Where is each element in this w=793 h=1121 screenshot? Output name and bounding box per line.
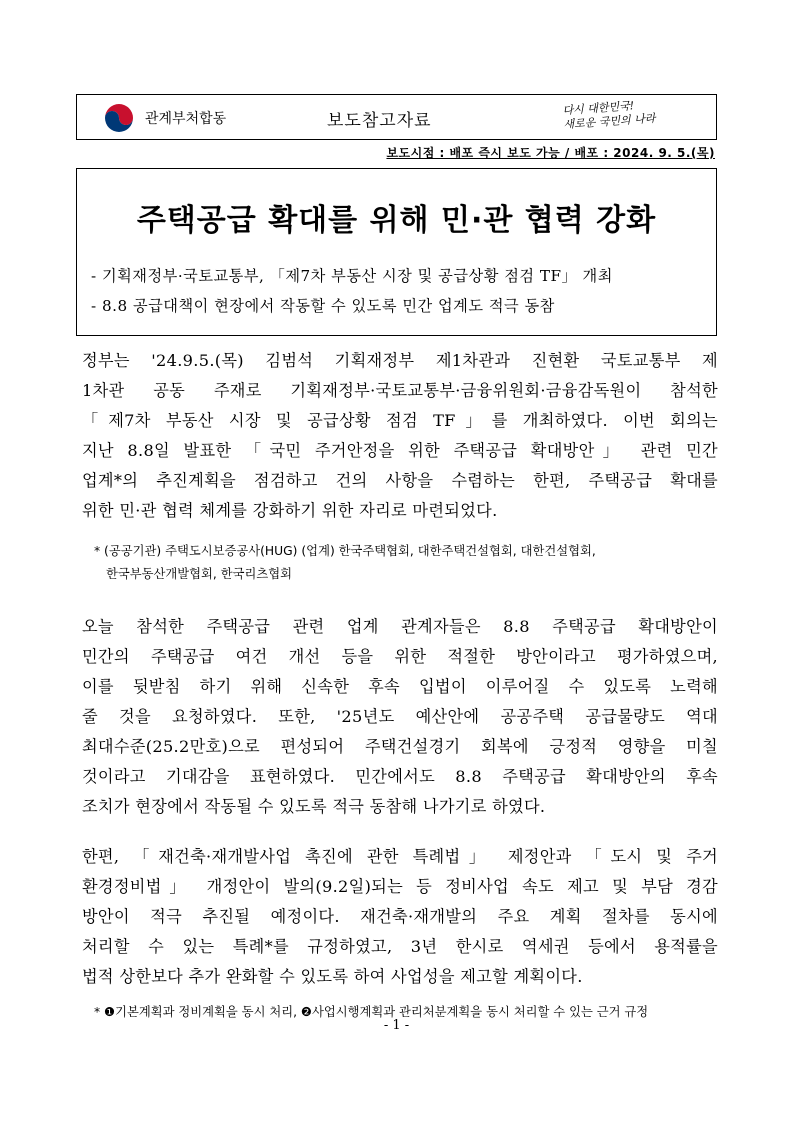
paragraph-1	[82, 346, 718, 526]
government-logo-icon	[99, 103, 139, 133]
paragraph-3	[82, 842, 718, 992]
paragraph-line: 위한 민·관 협력 체계를 강화하기 위한 자리로 마련되었다.	[82, 501, 498, 520]
footnote-line: * (공공기관) 주택도시보증공사(HUG) (업계) 한국주택협회, 대한주택건설협회, 대한건설협회,	[94, 544, 596, 558]
slogan-line-2: 새로운 국민의 나라	[563, 111, 656, 132]
paragraph-line: 줄 것을 요청하였다. 또한, '25년도 예산안에 공공주택 공급물량도 역대	[82, 707, 718, 726]
title-box	[76, 168, 717, 336]
paragraph-line: 오늘 참석한 주택공급 관련 업계 관계자들은 8.8 주택공급 확대방안이	[82, 617, 718, 636]
paragraph-line: 업계*의 추진계획을 점검하고 건의 사항을 수렴하는 한편, 주택공급 확대를	[82, 471, 718, 490]
footnote-1	[94, 540, 596, 586]
paragraph-line: 한편, 「재건축·재개발사업 촉진에 관한 특례법」 제정안과 「도시 및 주거	[82, 847, 718, 866]
footnote-2: * ❶기본계획과 정비계획을 동시 처리, ❷사업시행계획과 관리처분계획을 동시 처리할 수 있는 근거 규정	[94, 1005, 649, 1019]
paragraph-line: 지난 8.8일 발표한 「국민 주거안정을 위한 주택공급 확대방안」 관련 민간	[82, 441, 718, 460]
paragraph-line: 이를 뒷받침 하기 위해 신속한 후속 입법이 이루어질 수 있도록 노력해	[82, 677, 718, 696]
header-box	[76, 94, 717, 140]
release-info: 보도시점 : 배포 즉시 보도 가능 / 배포 : 2024. 9. 5.(목)	[386, 146, 715, 160]
paragraph-line: 민간의 주택공급 여건 개선 등을 위한 적절한 방안이라고 평가하였으며,	[82, 647, 718, 666]
paragraph-line: 조치가 현장에서 작동될 수 있도록 적극 동참해 나가기로 하였다.	[82, 797, 546, 816]
paragraph-line: 방안이 적극 추진될 예정이다. 재건축·재개발의 주요 계획 절차를 동시에	[82, 907, 718, 926]
paragraph-line: 최대수준(25.2만호)으로 편성되어 주택건설경기 회복에 긍정적 영향을 미칠	[82, 737, 718, 756]
paragraph-line: 1차관 공동 주재로 기획재정부·국토교통부·금융위원회·금융감독원이 참석한	[82, 381, 718, 400]
footnote-line: 한국부동산개발협회, 한국리츠협회	[106, 567, 292, 581]
page-number: - 1 -	[383, 1018, 410, 1033]
agency-name: 관계부처합동	[145, 111, 227, 127]
page-title: 주택공급 확대를 위해 민·관 협력 강화	[136, 203, 657, 238]
subtitle-1: - 기획재정부·국토교통부, 「제7차 부동산 시장 및 공급상황 점검 TF」 개최	[91, 267, 613, 285]
paragraph-line: 「제7차 부동산 시장 및 공급상황 점검 TF」를 개최하였다. 이번 회의는	[82, 411, 718, 430]
paragraph-line: 것이라고 기대감을 표현하였다. 민간에서도 8.8 주택공급 확대방안의 후속	[82, 767, 718, 786]
paragraph-line: 법적 상한보다 추가 완화할 수 있도록 하여 사업성을 제고할 계획이다.	[82, 967, 583, 986]
paragraph-2	[82, 612, 718, 822]
paragraph-line: 정부는 '24.9.5.(목) 김범석 기획재정부 제1차관과 진현환 국토교통부 제	[82, 351, 718, 370]
subtitle-2: - 8.8 공급대책이 현장에서 작동할 수 있도록 민간 업계도 적극 동참	[91, 297, 555, 315]
slogan	[562, 98, 656, 132]
paragraph-line: 처리할 수 있는 특례*를 규정하였고, 3년 한시로 역세권 등에서 용적률을	[82, 937, 718, 956]
slogan-line-1: 다시 대한민국!	[562, 99, 635, 118]
document-type: 보도참고자료	[327, 111, 432, 131]
paragraph-line: 환경정비법」 개정안이 발의(9.2일)되는 등 정비사업 속도 제고 및 부담 경감	[82, 877, 718, 896]
